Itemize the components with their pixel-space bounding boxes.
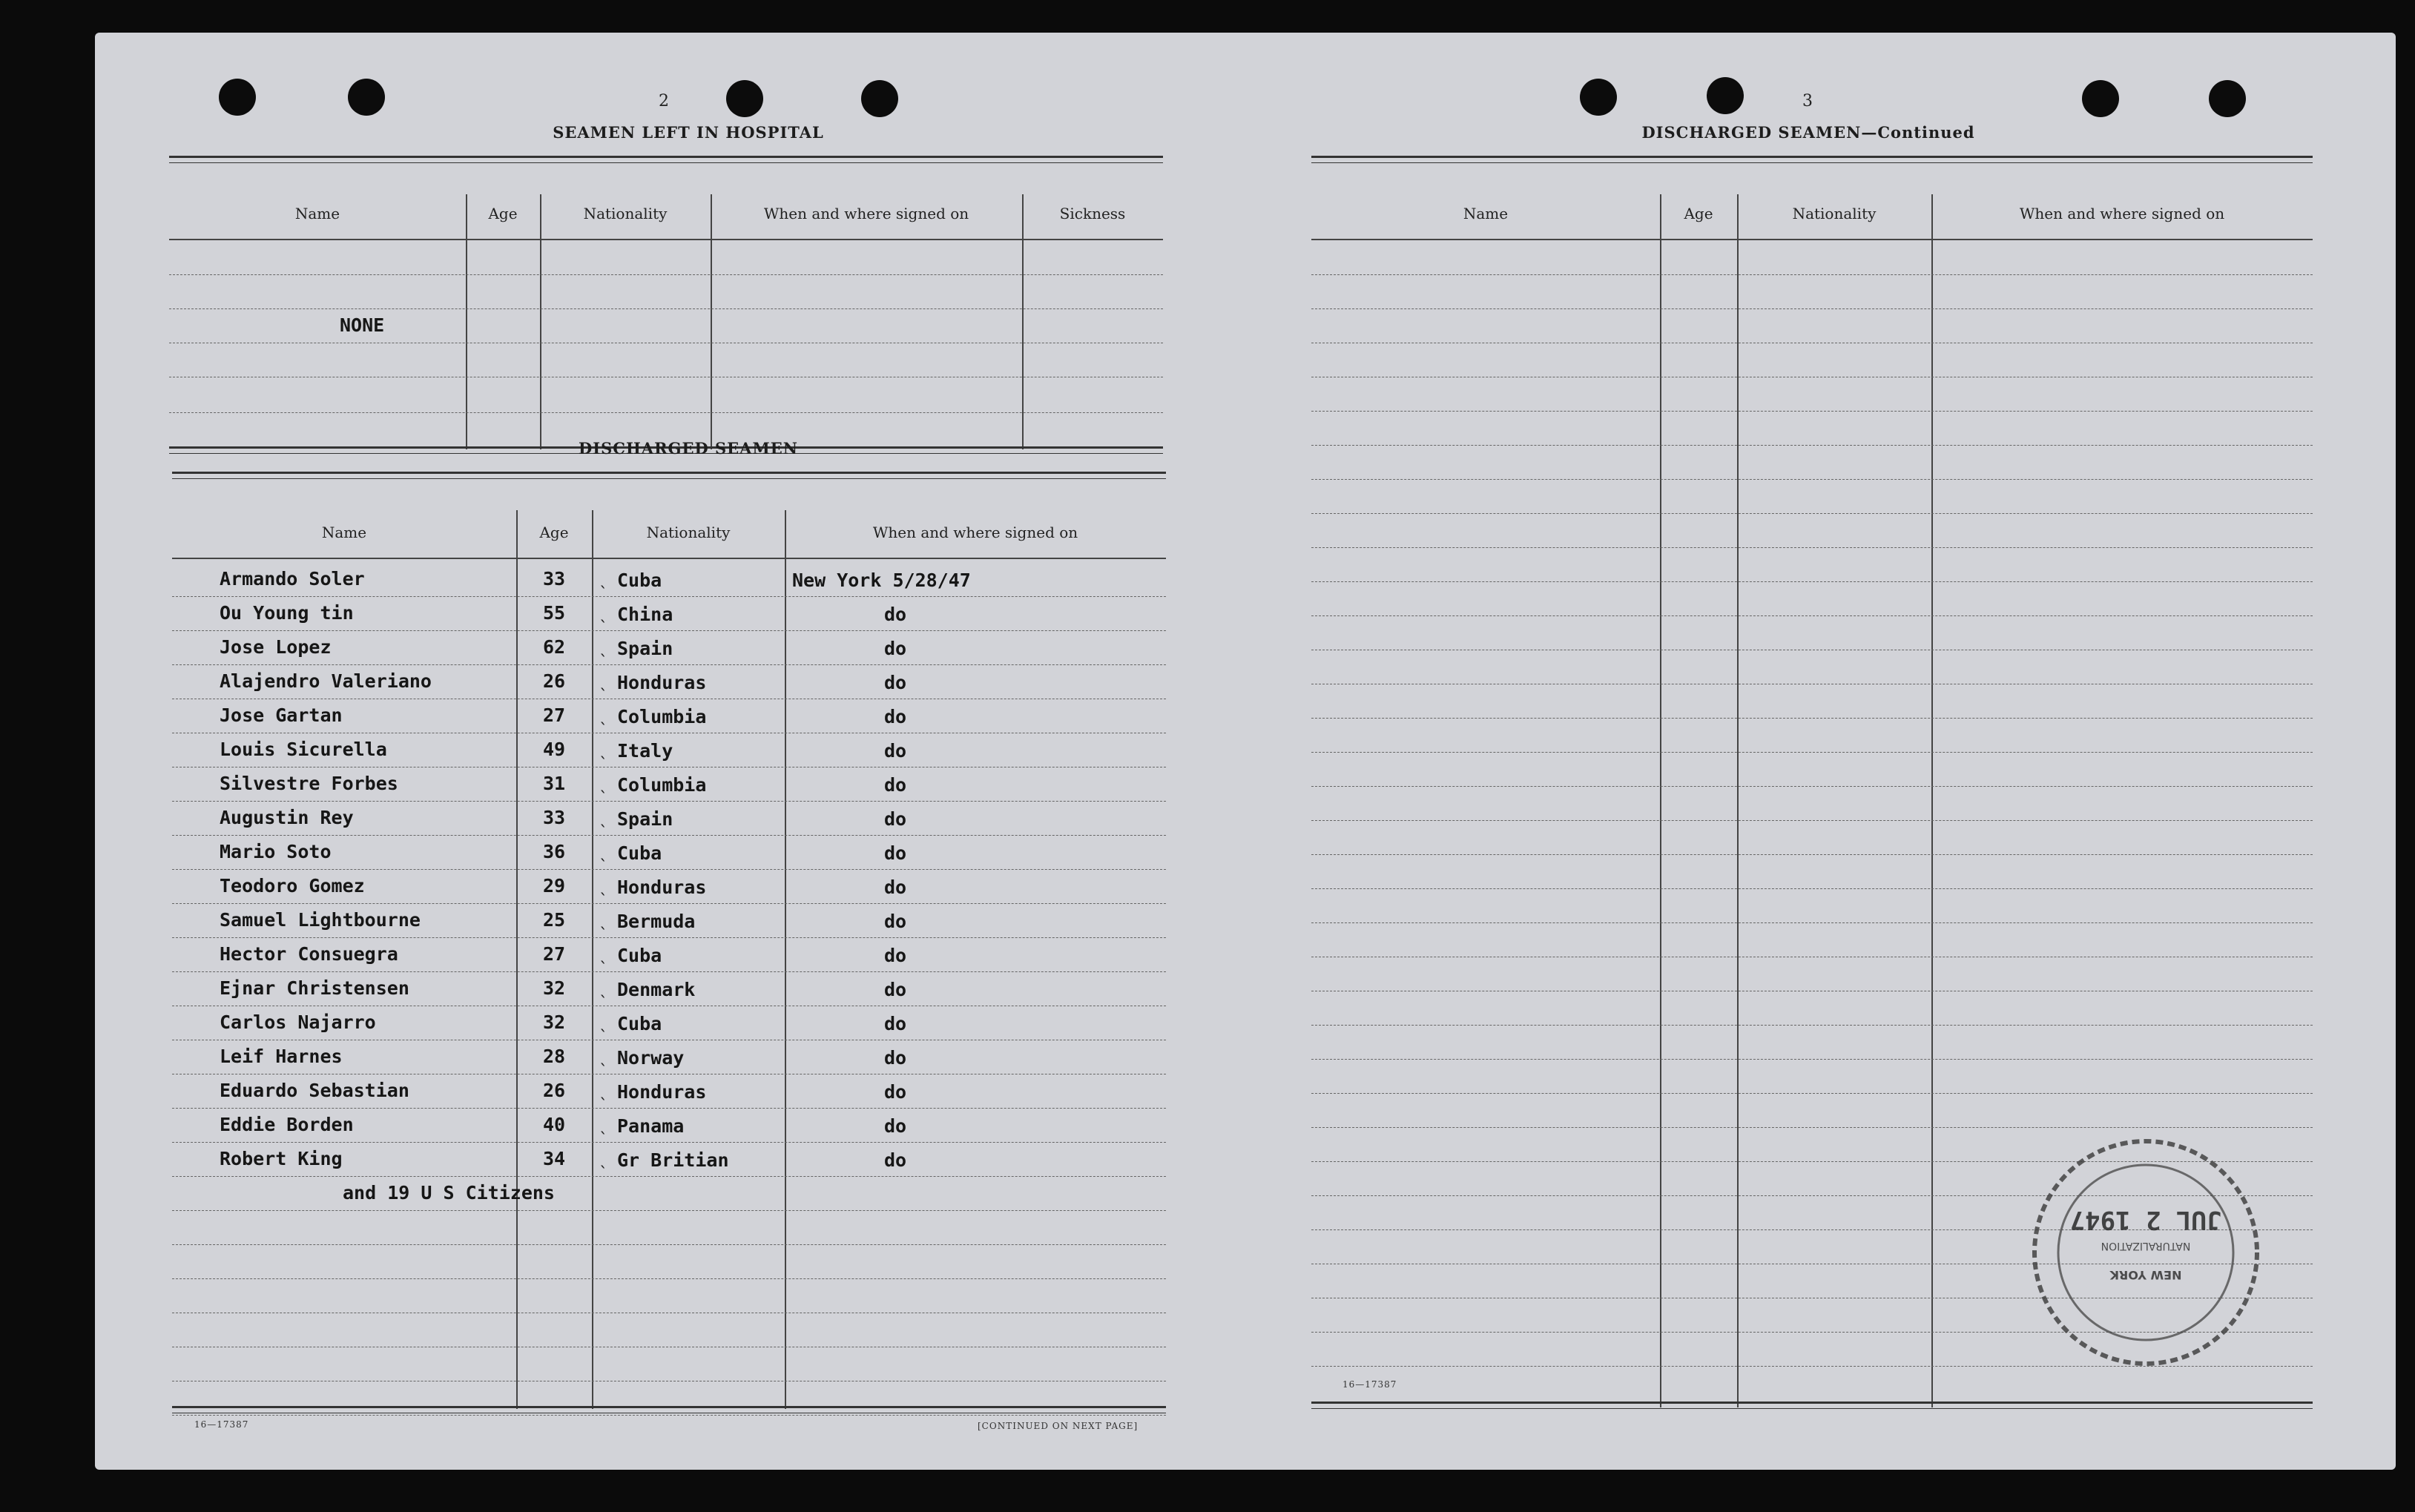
row-rule: [172, 1176, 1166, 1177]
seaman-age: 32: [543, 977, 566, 999]
seaman-signed-on: do: [884, 672, 907, 693]
row-rule: [172, 937, 1166, 938]
seaman-age: 62: [543, 636, 566, 658]
continued-header-nationality: Nationality: [1792, 205, 1877, 222]
row-rule: [1311, 308, 2313, 309]
seaman-name: Teodoro Gomez: [220, 875, 365, 897]
row-rule: [1311, 1093, 2313, 1094]
seaman-name: Samuel Lightbourne: [220, 909, 421, 931]
check-mark-icon: ˎ: [598, 1115, 608, 1134]
seaman-name: Augustin Rey: [220, 807, 354, 828]
seaman-nationality: Columbia: [617, 706, 707, 727]
check-mark-icon: ˎ: [598, 740, 608, 759]
seaman-nationality: Spain: [617, 638, 673, 659]
continued-header-age: Age: [1684, 205, 1713, 222]
punch-hole-icon: [219, 79, 256, 116]
row-rule: [1311, 752, 2313, 753]
check-mark-icon: ˎ: [598, 672, 608, 690]
seaman-signed-on: do: [884, 1115, 907, 1137]
row-rule: [172, 630, 1166, 631]
check-mark-icon: ˎ: [598, 877, 608, 895]
svg-text:NEW YORK: NEW YORK: [2109, 1268, 2182, 1282]
seaman-signed-on: do: [884, 774, 907, 796]
seaman-age: 29: [543, 875, 566, 897]
check-mark-icon: ˎ: [598, 842, 608, 861]
form-number-left: 16—17387: [194, 1419, 249, 1430]
row-rule: [1311, 1059, 2313, 1060]
row-rule: [172, 1108, 1166, 1109]
check-mark-icon: ˎ: [598, 808, 608, 827]
row-rule: [1311, 547, 2313, 548]
discharged-section-title: DISCHARGED SEAMEN: [579, 439, 798, 458]
row-rule: [1311, 888, 2313, 889]
row-rule: [172, 1244, 1166, 1245]
seaman-signed-on: do: [884, 808, 907, 830]
seaman-nationality: Italy: [617, 740, 673, 762]
row-rule: [1311, 411, 2313, 412]
row-rule: [1311, 513, 2313, 514]
punch-hole-icon: [2209, 80, 2246, 117]
hospital-section-title: SEAMEN LEFT IN HOSPITAL: [553, 123, 824, 142]
check-mark-icon: ˎ: [598, 945, 608, 963]
discharged-header-name: Name: [321, 524, 367, 541]
check-mark-icon: ˎ: [598, 570, 608, 588]
punch-hole-icon: [348, 79, 385, 116]
row-rule: [172, 1142, 1166, 1143]
discharged-header-signed-on: When and where signed on: [872, 524, 1078, 541]
seaman-signed-on: do: [884, 1047, 907, 1069]
seaman-name: Jose Gartan: [220, 704, 343, 726]
form-number-right: 16—17387: [1342, 1379, 1397, 1390]
seaman-age: 26: [543, 1080, 566, 1101]
continued-header-signed-on: When and where signed on: [2019, 205, 2225, 222]
discharged-header-nationality: Nationality: [646, 524, 731, 541]
row-rule: [172, 1278, 1166, 1279]
seaman-age: 49: [543, 739, 566, 760]
row-rule: [1311, 479, 2313, 480]
seaman-signed-on: do: [884, 638, 907, 659]
check-mark-icon: ˎ: [598, 774, 608, 793]
check-mark-icon: ˎ: [598, 1081, 608, 1100]
punch-hole-icon: [861, 80, 898, 117]
seaman-name: Carlos Najarro: [220, 1011, 376, 1033]
seaman-signed-on: do: [884, 740, 907, 762]
seaman-name: Ejnar Christensen: [220, 977, 409, 999]
check-mark-icon: ˎ: [598, 706, 608, 724]
row-rule: [1311, 615, 2313, 616]
seaman-nationality: Bermuda: [617, 911, 696, 932]
seaman-nationality: Denmark: [617, 979, 696, 1000]
seaman-signed-on: do: [884, 945, 907, 966]
immigration-stamp-icon: [2023, 1130, 2268, 1375]
seaman-name: Eduardo Sebastian: [220, 1080, 409, 1101]
seaman-nationality: Cuba: [617, 945, 662, 966]
seaman-nationality: Cuba: [617, 842, 662, 864]
seaman-signed-on: New York 5/28/47: [792, 570, 971, 591]
row-rule: [172, 835, 1166, 836]
row-rule: [1311, 274, 2313, 275]
row-rule: [1311, 1127, 2313, 1128]
discharged-header-age: Age: [539, 524, 569, 541]
seaman-age: 33: [543, 807, 566, 828]
seaman-name: Alajendro Valeriano: [220, 670, 432, 692]
page-number-right: 3: [1802, 92, 1813, 110]
seaman-signed-on: do: [884, 1149, 907, 1171]
seaman-age: 55: [543, 602, 566, 624]
seaman-age: 40: [543, 1114, 566, 1135]
row-rule: [172, 1210, 1166, 1211]
check-mark-icon: ˎ: [598, 638, 608, 656]
seaman-age: 33: [543, 568, 566, 590]
check-mark-icon: ˎ: [598, 604, 608, 622]
row-rule: [172, 971, 1166, 972]
row-rule: [172, 869, 1166, 870]
hospital-header-name: Name: [294, 205, 340, 222]
check-mark-icon: ˎ: [598, 911, 608, 929]
seaman-signed-on: do: [884, 877, 907, 898]
row-rule: [1311, 445, 2313, 446]
row-rule: [172, 801, 1166, 802]
punch-hole-icon: [2082, 80, 2119, 117]
row-rule: [1311, 820, 2313, 821]
document-sheet: [95, 33, 2396, 1470]
seaman-name: Hector Consuegra: [220, 943, 398, 965]
seaman-nationality: China: [617, 604, 673, 625]
row-rule: [172, 664, 1166, 665]
punch-hole-icon: [726, 80, 763, 117]
row-rule: [1311, 854, 2313, 855]
page-number-left: 2: [659, 92, 669, 110]
seaman-signed-on: do: [884, 1081, 907, 1103]
check-mark-icon: ˎ: [598, 1013, 608, 1031]
svg-text:NATURALIZATION: NATURALIZATION: [2101, 1240, 2191, 1252]
seaman-nationality: Cuba: [617, 1013, 662, 1034]
check-mark-icon: ˎ: [598, 979, 608, 997]
seaman-nationality: Norway: [617, 1047, 685, 1069]
seaman-signed-on: do: [884, 842, 907, 864]
seaman-name: Ou Young tin: [220, 602, 354, 624]
continued-note: [CONTINUED ON NEXT PAGE]: [978, 1421, 1139, 1431]
hospital-header-nationality: Nationality: [583, 205, 668, 222]
seaman-name: Louis Sicurella: [220, 739, 387, 760]
seaman-nationality: Cuba: [617, 570, 662, 591]
seaman-nationality: Panama: [617, 1115, 685, 1137]
seaman-age: 26: [543, 670, 566, 692]
seaman-name: Armando Soler: [220, 568, 365, 590]
us-citizens-summary: and 19 U S Citizens: [343, 1182, 555, 1204]
continued-header-name: Name: [1463, 205, 1509, 222]
seaman-nationality: Honduras: [617, 672, 707, 693]
seaman-signed-on: do: [884, 979, 907, 1000]
hospital-header-signed-on: When and where signed on: [763, 205, 969, 222]
seaman-nationality: Gr Britian: [617, 1149, 729, 1171]
seaman-age: 34: [543, 1148, 566, 1169]
seaman-age: 36: [543, 841, 566, 862]
seaman-nationality: Spain: [617, 808, 673, 830]
seaman-name: Mario Soto: [220, 841, 332, 862]
row-rule: [172, 903, 1166, 904]
seaman-name: Silvestre Forbes: [220, 773, 398, 794]
punch-hole-icon: [1707, 77, 1744, 114]
seaman-age: 28: [543, 1046, 566, 1067]
seaman-nationality: Columbia: [617, 774, 707, 796]
seaman-signed-on: do: [884, 1013, 907, 1034]
continued-section-title: DISCHARGED SEAMEN—Continued: [1641, 123, 1975, 142]
check-mark-icon: ˎ: [598, 1047, 608, 1066]
seaman-signed-on: do: [884, 706, 907, 727]
seaman-signed-on: do: [884, 911, 907, 932]
row-rule: [1311, 718, 2313, 719]
seaman-age: 27: [543, 943, 566, 965]
row-rule: [1311, 1025, 2313, 1026]
hospital-header-age: Age: [488, 205, 518, 222]
seaman-nationality: Honduras: [617, 1081, 707, 1103]
seaman-name: Leif Harnes: [220, 1046, 343, 1067]
seaman-name: Robert King: [220, 1148, 343, 1169]
hospital-header-sickness: Sickness: [1059, 205, 1126, 222]
row-rule: [1311, 922, 2313, 923]
seaman-age: 25: [543, 909, 566, 931]
seaman-name: Jose Lopez: [220, 636, 332, 658]
row-rule: [1311, 581, 2313, 582]
seaman-signed-on: do: [884, 604, 907, 625]
seaman-nationality: Honduras: [617, 877, 707, 898]
seaman-age: 32: [543, 1011, 566, 1033]
seaman-age: 31: [543, 773, 566, 794]
seaman-name: Eddie Borden: [220, 1114, 354, 1135]
hospital-table: [169, 156, 1163, 452]
row-rule: [172, 596, 1166, 597]
check-mark-icon: ˎ: [598, 1149, 608, 1168]
hospital-none-entry: NONE: [340, 314, 385, 336]
row-rule: [172, 1415, 1166, 1416]
row-rule: [1311, 786, 2313, 787]
discharged-table: [172, 472, 1166, 1413]
punch-hole-icon: [1580, 79, 1617, 116]
stamp-date: JUL 2 1947: [2069, 1205, 2222, 1235]
seaman-age: 27: [543, 704, 566, 726]
